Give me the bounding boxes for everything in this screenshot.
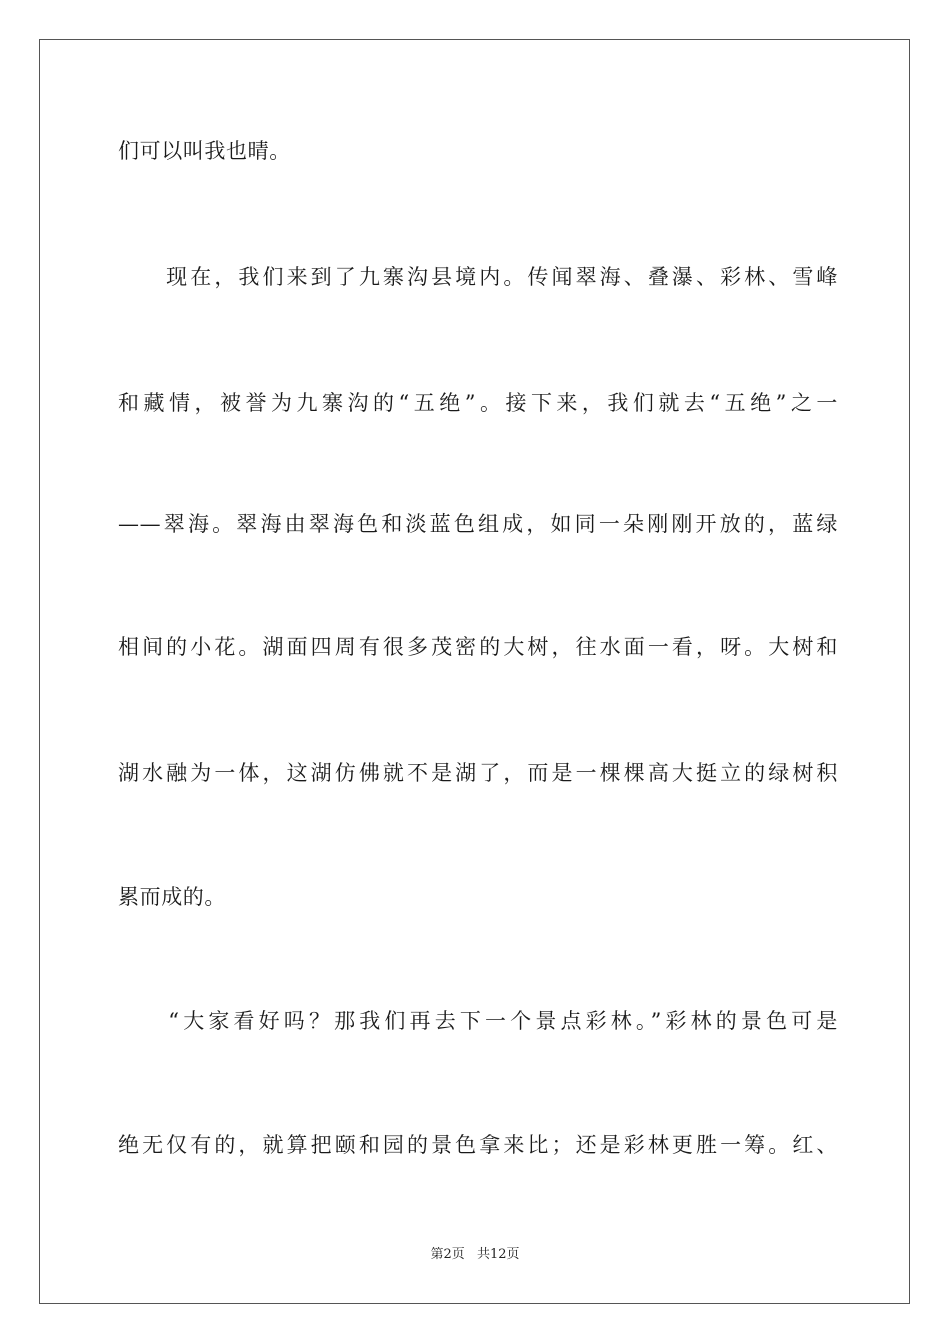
text-line: 现在，我们来到了九寨沟县境内。传闻翠海、叠瀑、彩林、雪峰 (118, 265, 838, 289)
page-footer (0, 1246, 950, 1264)
page-number: 第2页 (430, 1247, 465, 1262)
text-line: 相间的小花。湖面四周有很多茂密的大树，往水面一看，呀。大树和 (118, 635, 838, 659)
page-border (39, 39, 910, 1304)
text-line: 和藏情，被誉为九寨沟的“五绝”。接下来，我们就去“五绝”之一 (118, 391, 838, 415)
text-line: 们可以叫我也晴。 (118, 139, 291, 163)
page-total: 共12页 (476, 1247, 520, 1262)
text-line: 湖水融为一体，这湖仿佛就不是湖了，而是一棵棵高大挺立的绿树积 (118, 761, 838, 785)
text-line: 绝无仅有的，就算把颐和园的景色拿来比；还是彩林更胜一筹。红、 (118, 1133, 838, 1157)
text-line: “大家看好吗？那我们再去下一个景点彩林。”彩林的景色可是 (118, 1009, 838, 1033)
text-line: ——翠海。翠海由翠海色和淡蓝色组成，如同一朵刚刚开放的，蓝绿 (118, 512, 838, 536)
text-line: 累而成的。 (118, 885, 226, 909)
